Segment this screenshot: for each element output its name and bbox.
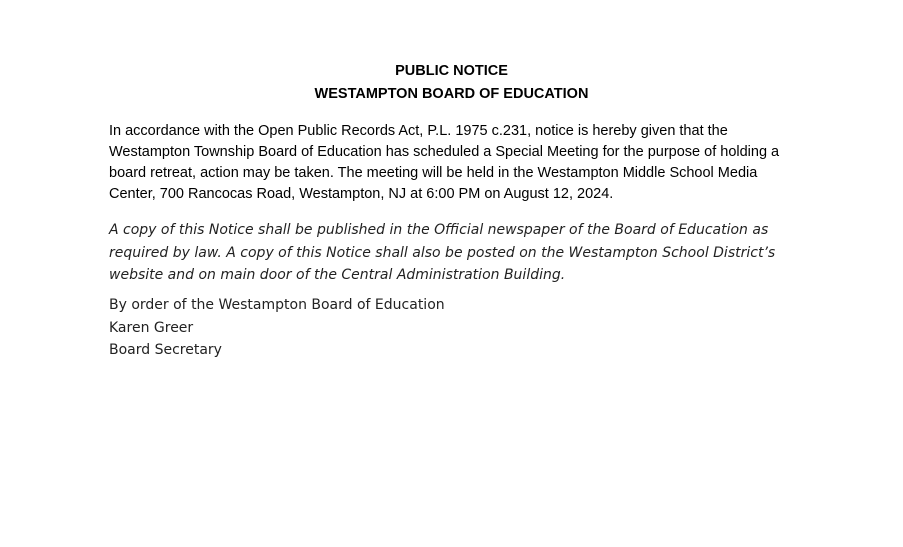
notice-paragraph: In accordance with the Open Public Records Act, P.L. 1975 c.231, notice is hereby given that the Westampton Township Board of Education has scheduled a Special Meeting for the purpose of holding a board retreat, action may be taken. The meeting will be held in the Westampton Middle School Media Center, 700 Rancocas Road, Westampton, NJ at 6:00 PM on August 12, 2024. [109,123,780,202]
signature-block [109,294,809,362]
board-title: WESTAMPTON BOARD OF EDUCATION [314,86,589,102]
notice-title: PUBLIC NOTICE [395,63,508,79]
signature-line-order: By order of the Westampton Board of Education [109,297,445,313]
publication-paragraph: A copy of this Notice shall be published in the Official newspaper of the Board of Education as required by law. A copy of this Notice shall also be posted on the Westampton School District’s website and on main door of the Central Administration Building. [109,222,776,283]
signature-name: Karen Greer [109,319,194,336]
signature-title: Board Secretary [109,342,222,358]
